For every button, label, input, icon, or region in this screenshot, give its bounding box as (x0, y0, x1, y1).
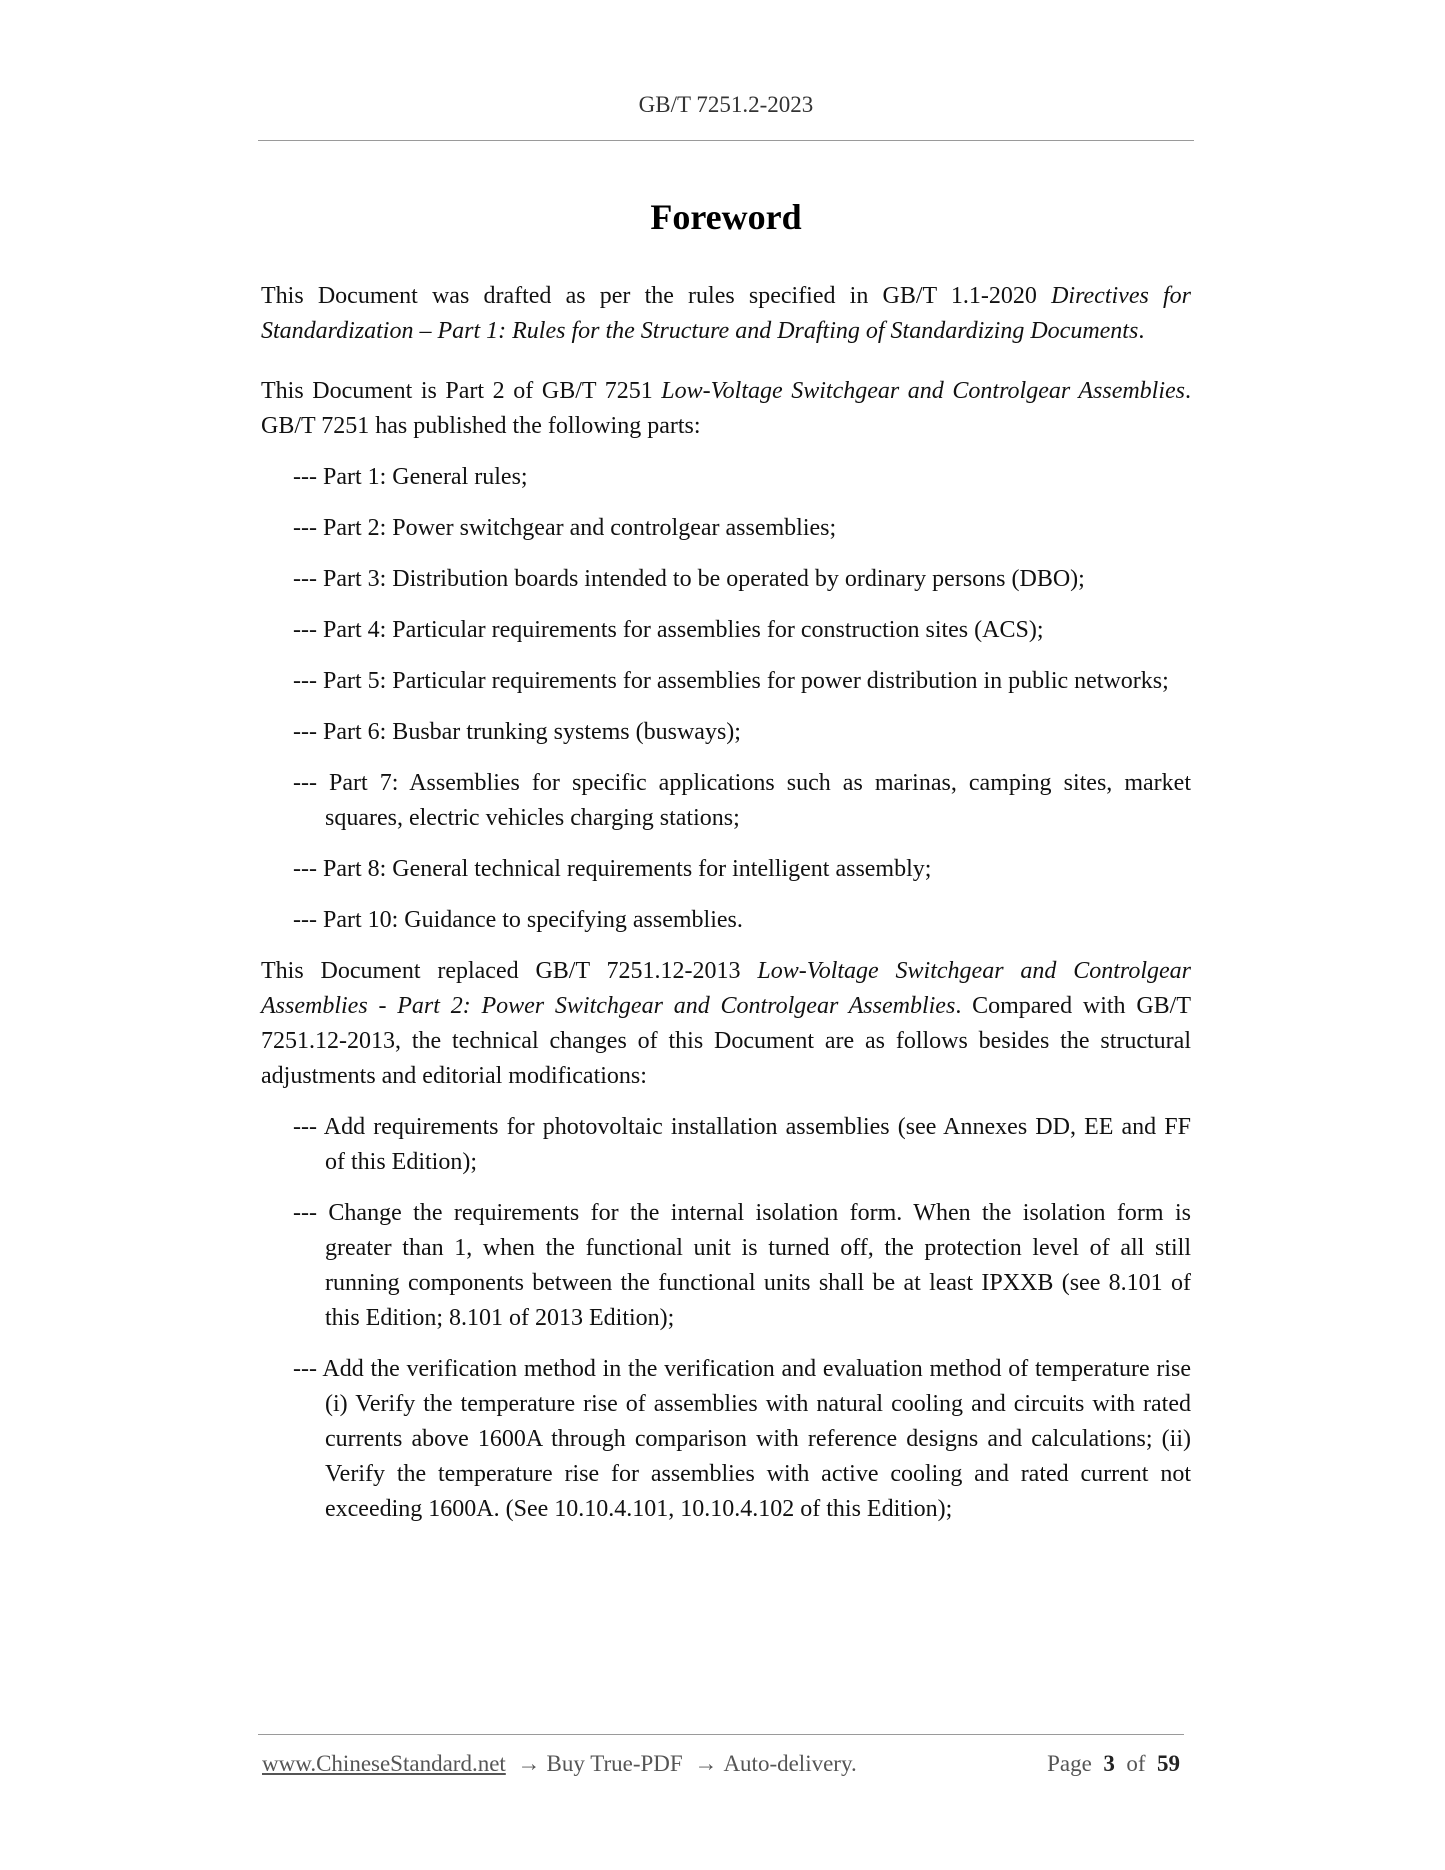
list-item: --- Part 4: Particular requirements for assemblies for construction sites (ACS); (293, 617, 1044, 643)
text: This Document was drafted as per the rules specified in GB/T 1.1-2020 (261, 283, 1052, 309)
list-item: --- Part 7: Assemblies for specific applications such as marinas, camping sites, market squares, electric vehicles charging stations; (293, 770, 1191, 831)
text: This Document replaced GB/T 7251.12-2013 (261, 958, 758, 984)
text: . Compared with GB/T 7251.12-2013, the technical changes of this Document are as follows besides the structural adjustments and editorial modifications: (261, 993, 1191, 1089)
list-item: --- Part 6: Busbar trunking systems (busways); (293, 719, 741, 745)
paragraph-part-info (261, 374, 1191, 444)
list-item: --- Part 5: Particular requirements for assemblies for power distribution in public networks; (293, 668, 1169, 694)
paragraph-replacement (261, 954, 1191, 1094)
footer-promo (262, 1751, 857, 1777)
italic-title: Low-Voltage Switchgear and Controlgear Assemblies (661, 378, 1185, 404)
changes-list (261, 1110, 1191, 1527)
footer-divider (258, 1734, 1184, 1735)
list-item: --- Change the requirements for the internal isolation form. When the isolation form is greater than 1, when the functional unit is turned off, the protection level of all still running components between the functional units shall be at least IPXXB (see 8.101 of this Edition; 8.101 of 2013 Edition); (293, 1200, 1191, 1331)
list-item: --- Part 1: General rules; (293, 464, 528, 490)
total-pages: 59 (1157, 1751, 1180, 1776)
arrow-right-icon: → (694, 1751, 718, 1776)
list-item: --- Add the verification method in the verification and evaluation method of temperature rise (i) Verify the temperature rise of assemblies with natural cooling and circuits with rated currents above 1600A through comparison with reference designs and calculations; (ii) Verify the temperature rise for assemblies with active cooling and rated current not exceeding 1600A. (See 10.10.4.101, 10.10.4.102 of this Edition); (293, 1356, 1191, 1522)
document-body (261, 279, 1191, 1543)
delivery-text: Auto-delivery. (723, 1751, 857, 1776)
paragraph-drafting-rules (261, 279, 1191, 349)
list-item: --- Part 8: General technical requirements for intelligent assembly; (293, 856, 932, 882)
arrow-right-icon: → (517, 1751, 541, 1776)
header-divider (258, 140, 1194, 141)
page-word: Page (1047, 1751, 1092, 1776)
text: . GB/T 7251 has published the following parts: (261, 378, 1191, 439)
parts-list (261, 460, 1191, 938)
page-footer (262, 1751, 1180, 1777)
site-link[interactable]: www.ChineseStandard.net (262, 1751, 506, 1776)
list-item: --- Part 3: Distribution boards intended to be operated by ordinary persons (DBO); (293, 566, 1085, 592)
text: This Document is Part 2 of GB/T 7251 (261, 378, 662, 404)
italic-title: Directives for Standardization – Part 1: Rules for the Structure and Drafting of Standardizing Documents (261, 283, 1191, 344)
page-title: Foreword (650, 197, 802, 237)
of-word: of (1126, 1751, 1146, 1776)
running-header: GB/T 7251.2-2023 (638, 92, 814, 117)
buy-text: Buy True-PDF (546, 1751, 683, 1776)
italic-title: Low-Voltage Switchgear and Controlgear Assemblies - Part 2: Power Switchgear and Controlgear Assemblies (261, 958, 1191, 1019)
text: . (1138, 318, 1145, 344)
list-item: --- Part 2: Power switchgear and controlgear assemblies; (293, 515, 837, 541)
list-item: --- Part 10: Guidance to specifying assemblies. (293, 907, 743, 933)
current-page: 3 (1103, 1751, 1115, 1776)
list-item: --- Add requirements for photovoltaic installation assemblies (see Annexes DD, EE and FF of this Edition); (293, 1114, 1191, 1175)
page-indicator (1047, 1751, 1180, 1777)
